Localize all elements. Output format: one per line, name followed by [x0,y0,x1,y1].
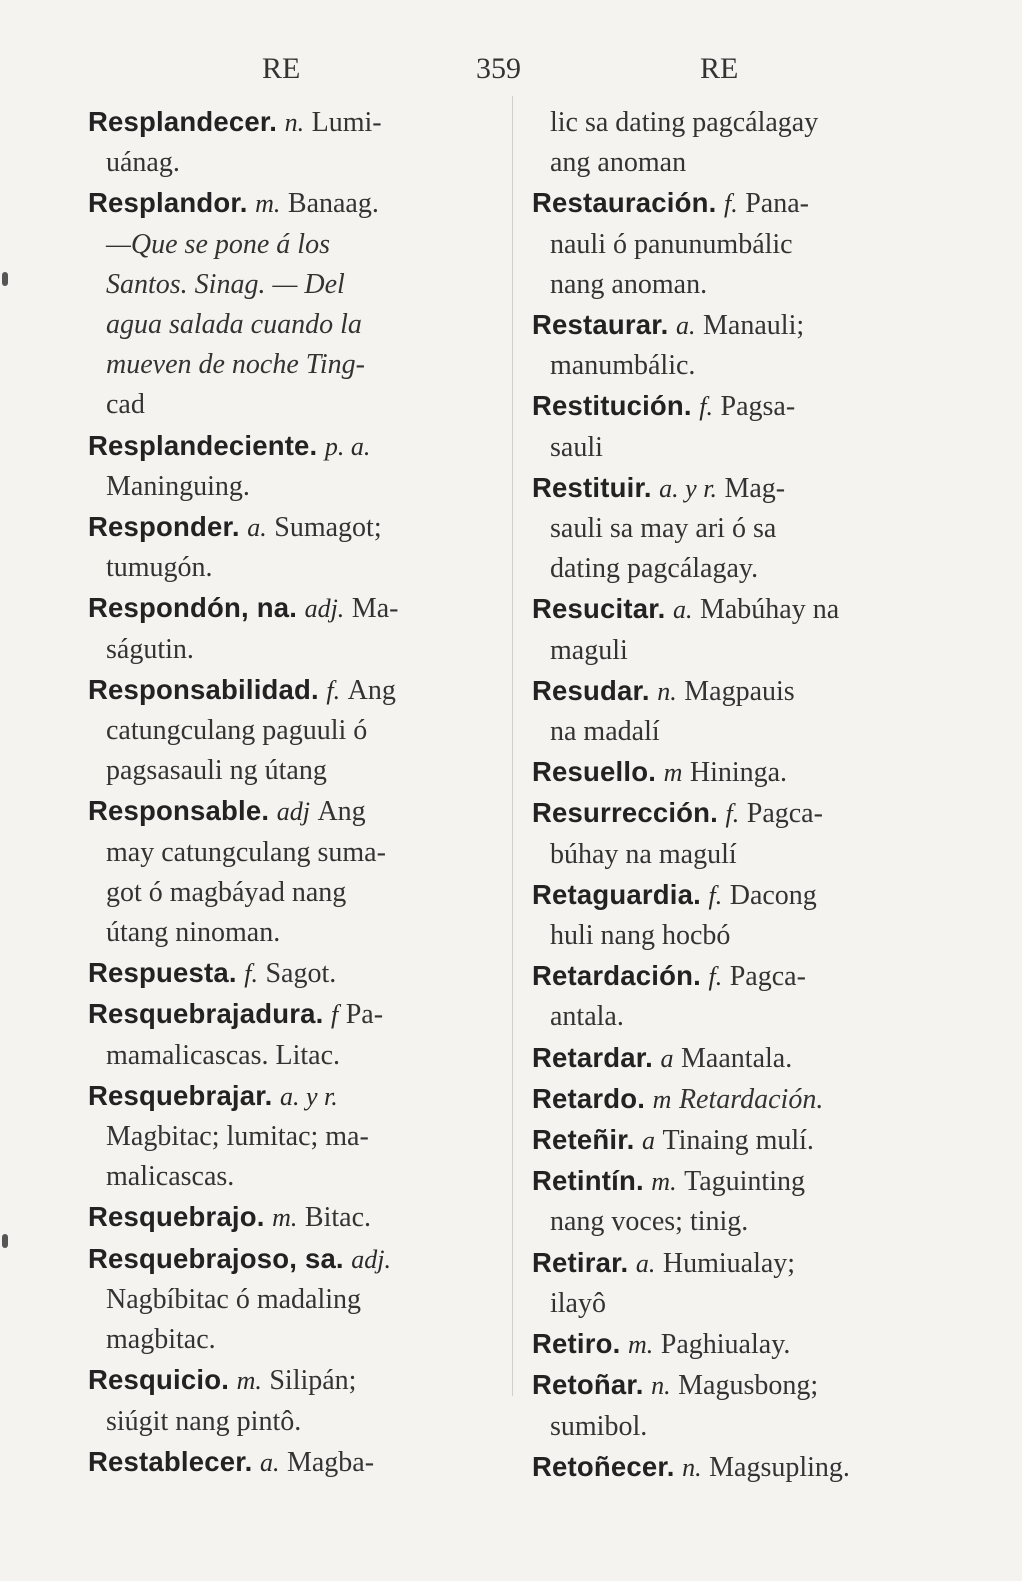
grammar-tag: adj [276,797,310,827]
dictionary-entry [532,1038,932,1079]
definition-line: got ó magbáyad nang [106,876,347,908]
headword: Resucitar. [532,593,666,625]
definition-line: Nagbíbitac ó madaling [106,1283,362,1315]
definition: Taguinting [684,1166,805,1198]
dictionary-entry [532,102,932,183]
entry-first-line [532,305,932,346]
entry-first-line [88,1197,493,1238]
entry-first-line [532,1324,932,1365]
dictionary-entry [532,752,932,793]
definition: Hininga. [689,757,788,789]
definition-line: tumugón. [106,552,213,584]
definition-line: ang anoman [550,147,687,179]
definition: Pagca- [746,798,823,830]
definition-line: malicascas. [106,1161,235,1193]
headword: Resquebrajar. [88,1079,273,1111]
grammar-tag: m [663,758,683,788]
headword: Restituir. [532,471,652,503]
page-blemish [2,272,8,286]
entry-first-line [88,1239,493,1280]
definition-line: siúgit nang pintô. [106,1405,302,1437]
definition: Silipán; [269,1365,357,1397]
definition-line: Magbitac; lumitac; ma- [106,1121,369,1153]
dictionary-entry [88,791,493,953]
definition: Humiualay; [662,1247,796,1279]
definition-line: manumbálic. [550,350,696,382]
grammar-tag: n. [284,108,305,137]
entry-first-line [88,670,493,711]
definition-line: ságutin. [106,633,194,665]
definition: Magsupling. [709,1451,850,1483]
definition-line: nang anoman. [550,268,708,300]
headword: Resquebrajoso, sa. [88,1242,344,1274]
entry-first-line [532,183,932,224]
definition: Bitac. [304,1202,371,1234]
dictionary-entry [532,671,932,752]
dictionary-entry [532,589,932,670]
definition: Dacong [729,879,817,911]
definition: Sagot. [265,958,337,990]
right-column [532,102,932,1488]
definition-line: útang ninoman. [106,917,281,949]
definition-line: mueven de noche Ting- [106,349,365,381]
grammar-tag: a. [635,1248,656,1278]
headword: Retardo. [532,1082,646,1114]
grammar-tag: n. [651,1371,671,1401]
entry-first-line [88,507,493,548]
definition: Tinaing mulí. [662,1125,814,1157]
dictionary-entry [532,305,932,386]
definition-line: mamalicascas. Litac. [106,1039,340,1071]
definition-line: maguli [550,634,628,666]
headword: Retardar. [532,1041,654,1073]
definition: Sumagot; [274,512,382,544]
entry-first-line [532,1079,932,1120]
dictionary-entry [88,1360,493,1441]
headword: Resplandor. [88,187,248,219]
grammar-tag: m. [236,1366,262,1396]
headword: Retiro. [532,1328,621,1360]
headword: Retirar. [532,1246,629,1278]
grammar-tag: a. y r. [280,1081,338,1111]
headword: Resplandeciente. [88,429,318,461]
definition-line: uánag. [106,147,180,179]
definition: Banaag. [287,188,379,220]
headword: Resuello. [532,756,657,788]
entry-first-line [532,1161,932,1202]
grammar-tag: f. [699,392,714,422]
grammar-tag: m. [255,189,281,219]
header-left-guideword: RE [262,52,301,85]
headword: Retaguardia. [532,878,701,910]
dictionary-entry [88,1076,493,1198]
dictionary-entry [532,1120,932,1161]
headword: Restauración. [532,187,717,219]
entry-first-line [532,1038,932,1079]
left-column [88,102,493,1483]
definition: Pagca- [729,961,806,993]
grammar-tag: f. [244,959,258,989]
headword: Respuesta. [88,957,237,989]
entry-first-line [88,1442,493,1483]
grammar-tag: a. y r. [659,473,717,503]
definition-line: dating pagcálagay. [550,553,759,585]
definition: Ma- [351,593,399,625]
headword: Restitución. [532,390,692,422]
definition-line: ilayô [550,1287,606,1319]
headword: Respondón, na. [88,592,298,624]
headword: Reteñir. [532,1124,635,1156]
dictionary-entry [532,875,932,956]
column-divider [512,96,513,1396]
dictionary-entry [532,1324,932,1365]
entry-first-line [88,426,493,467]
dictionary-entry [88,588,493,669]
entry-first-line [88,791,493,832]
grammar-tag: adj. [304,594,345,624]
definition-line: sauli [550,431,603,463]
entry-first-line [532,1120,932,1161]
grammar-tag: f. [708,962,723,992]
definition-line: huli nang hocbó [550,920,731,952]
definition: Pagsa- [720,391,796,423]
definition-line: nang voces; tinig. [550,1206,749,1238]
grammar-tag: f [331,1000,339,1030]
dictionary-entry [88,102,493,183]
grammar-tag: a. [247,513,267,543]
headword: Resurrección. [532,797,719,829]
entry-first-line [532,956,932,997]
dictionary-entry [532,1243,932,1324]
definition-line: magbitac. [106,1324,216,1356]
definition: Lumi- [311,107,382,138]
entry-first-line [88,183,493,224]
dictionary-entry [88,507,493,588]
grammar-tag: a. [259,1447,280,1477]
entry-first-line [532,1365,932,1406]
dictionary-entry [532,1447,932,1488]
grammar-tag: n. [657,676,677,706]
definition-line: nauli ó panunumbálic [550,228,793,260]
entry-first-line [532,102,932,143]
headword: Resplandecer. [88,106,278,137]
grammar-tag: p. a. [324,431,371,461]
definition: lic sa dating pagcálagay [550,107,819,138]
grammar-tag: m. [628,1330,654,1360]
definition-line: Santos. Sinag. — Del [106,268,345,300]
grammar-tag: m. [651,1167,677,1197]
definition: Magpauis [684,675,795,707]
headword: Resquebrajo. [88,1201,265,1233]
definition: Maantala. [681,1042,793,1074]
definition-line: Maninguing. [106,470,250,502]
entry-first-line [88,588,493,629]
dictionary-entry [88,953,493,994]
entry-first-line [532,386,932,427]
definition: Pana- [745,188,809,220]
dictionary-entry [88,1239,493,1361]
entry-first-line [88,953,493,994]
definition: Mabúhay na [699,594,840,626]
definition: Ang [347,674,396,706]
headword: Resquicio. [88,1364,230,1396]
entry-first-line [88,102,493,143]
grammar-tag: a. [672,595,693,625]
dictionary-entry [88,670,493,792]
definition-line: catungculang paguuli ó [106,715,368,747]
entry-first-line [532,1447,932,1488]
grammar-tag: m. [272,1203,298,1233]
grammar-tag: adj. [351,1244,392,1274]
dictionary-entry [532,1365,932,1446]
headword: Restablecer. [88,1445,253,1477]
headword: Resudar. [532,674,650,706]
grammar-tag: n. [682,1452,702,1482]
dictionary-entry [532,956,932,1037]
definition: Ang [317,796,366,828]
grammar-tag: f. [708,880,723,910]
dictionary-entry [532,1161,932,1242]
dictionary-entry [88,183,493,425]
definition-line: —Que se pone á los [106,228,330,260]
header-right-guideword: RE [700,52,739,85]
grammar-tag: f. [326,675,341,705]
dictionary-entry [532,1079,932,1120]
headword: Retardación. [532,960,701,992]
definition: Pa- [345,999,384,1031]
definition-line: antala. [550,1001,624,1033]
definition: Mag- [724,472,786,504]
definition-line: may catungculang suma- [106,836,386,868]
page-header [0,52,1022,102]
grammar-tag: a [641,1126,655,1156]
headword: Responsabilidad. [88,673,319,705]
definition: Magba- [286,1446,375,1478]
headword: Responder. [88,511,240,543]
entry-first-line [532,752,932,793]
definition: Paghiualay. [660,1329,791,1361]
entry-first-line [532,671,932,712]
entry-first-line [88,1360,493,1401]
page-number: 359 [476,52,521,85]
definition-line: na madalí [550,716,660,748]
dictionary-entry [532,793,932,874]
entry-first-line [532,793,932,834]
definition-line: cad [106,389,145,421]
grammar-tag: a [660,1043,674,1073]
definition-line: agua salada cuando la [106,309,362,341]
headword: Responsable. [88,795,270,827]
entry-first-line [88,994,493,1035]
dictionary-entry [88,426,493,507]
entry-first-line [532,1243,932,1284]
definition: Manauli; [703,310,805,342]
grammar-tag: m [652,1084,672,1114]
dictionary-entry [88,1197,493,1238]
grammar-tag: f. [723,189,738,219]
definition: Magusbong; [678,1370,819,1402]
entry-first-line [88,1076,493,1117]
definition-line: búhay na magulí [550,838,737,870]
definition-line: sumibol. [550,1410,648,1442]
headword: Restaurar. [532,309,669,341]
grammar-tag: a. [676,311,696,341]
definition-line: pagsasauli ng útang [106,755,327,787]
grammar-tag: f. [725,799,740,829]
dictionary-entry [88,994,493,1075]
headword: Retoñecer. [532,1450,675,1482]
entry-first-line [532,589,932,630]
headword: Retoñar. [532,1369,644,1401]
entry-first-line [532,875,932,916]
definition: Retardación. [678,1083,824,1115]
dictionary-entry [532,183,932,305]
dictionary-entry [88,1442,493,1483]
headword: Resquebrajadura. [88,998,324,1030]
dictionary-entry [532,468,932,590]
headword: Retintín. [532,1165,644,1197]
entry-first-line [532,468,932,509]
definition-line: sauli sa may ari ó sa [550,513,777,545]
page-blemish [2,1234,8,1248]
dictionary-entry [532,386,932,467]
